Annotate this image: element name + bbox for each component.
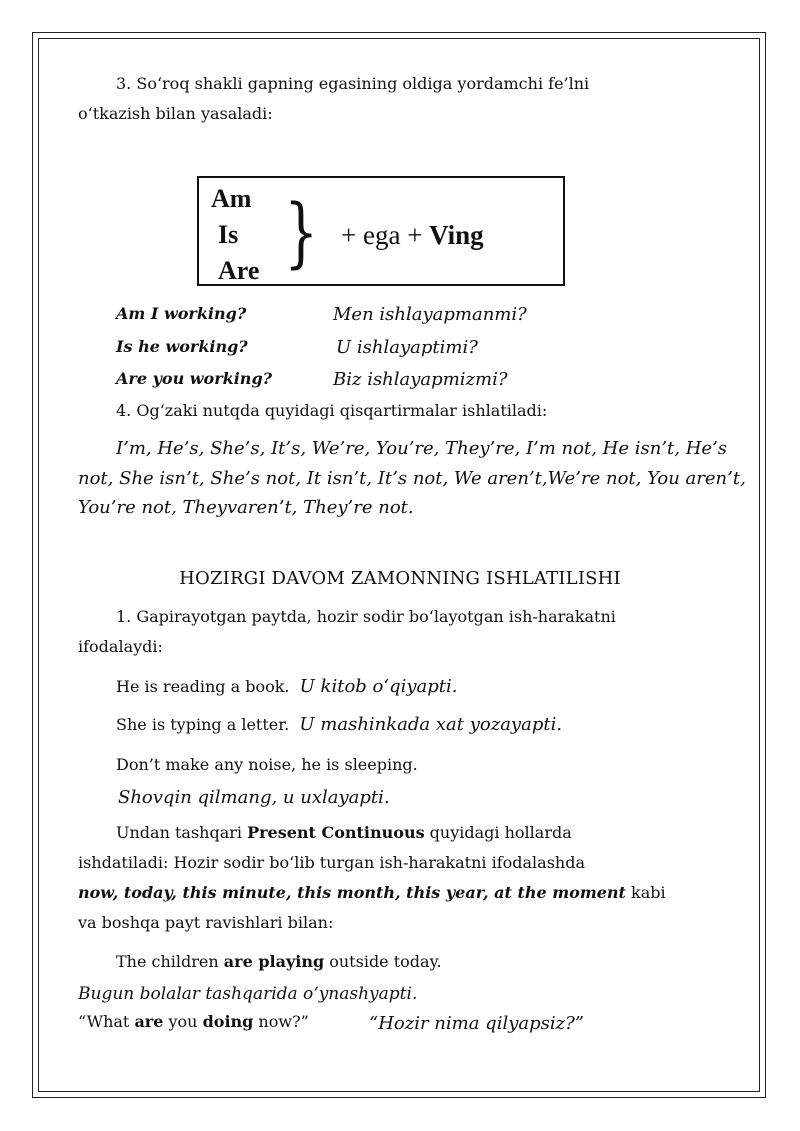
noise-en: Don’t make any noise, he is sleeping.: [116, 755, 418, 774]
what-en: [78, 1012, 309, 1031]
example-1-en: Am I working?: [116, 304, 247, 323]
example-1-uz: Men ishlayapmanmi?: [333, 304, 527, 325]
usage-example-2-en: She is typing a letter.: [116, 715, 290, 734]
formula-plus-ega: + ega +: [341, 220, 430, 250]
extra-line1-a: Undan tashqari: [116, 823, 248, 842]
extra-line1-c: quyidagi hollarda: [424, 823, 572, 842]
example-3-uz: Biz ishlayapmizmi?: [333, 369, 508, 390]
formula-brace: }: [284, 187, 319, 276]
example-3-en: Are you working?: [116, 369, 272, 388]
children-en-c: outside today.: [324, 952, 442, 971]
formula-aux-are: Are: [218, 256, 260, 285]
noise-uz: Shovqin qilmang, u uxlayapti.: [118, 787, 390, 808]
extra-line1-term: Present Continuous: [247, 823, 425, 842]
usage1-line2: ifodalaydi:: [78, 637, 163, 656]
section-heading: HOZIRGI DAVOM ZAMONNING ISHLATILISHI: [179, 568, 621, 589]
what-en-doing: doing: [202, 1012, 254, 1031]
formula-rest: [341, 220, 484, 251]
children-en: [116, 952, 442, 971]
contractions-line3: You’re not, Theyvaren’t, They’re not.: [78, 497, 414, 518]
extra-line1: [116, 823, 572, 842]
extra-line4: va boshqa payt ravishlari bilan:: [78, 913, 334, 932]
extra-line3-adverbs: now, today, this minute, this month, this year, at the moment: [78, 883, 626, 902]
children-en-verb: are playing: [223, 952, 325, 971]
usage-example-2-uz: U mashinkada xat yozayapti.: [299, 714, 563, 735]
contractions-line1: I’m, He’s, She’s, It’s, We’re, You’re, They’re, I’m not, He isn’t, He’s: [116, 438, 728, 459]
formula-aux-is: Is: [218, 220, 239, 249]
rule3-line1: 3. So‘roq shakli gapning egasining oldiga yordamchi fe’lni: [116, 74, 590, 93]
contractions-line2: not, She isn’t, She’s not, It isn’t, It’s not, We aren’t,We’re not, You aren’t,: [78, 468, 746, 489]
usage-example-2: [116, 714, 562, 735]
children-en-a: The children: [116, 952, 224, 971]
example-2-en: Is he working?: [116, 337, 248, 356]
what-en-c: you: [163, 1012, 203, 1031]
extra-line2: ishdatiladi: Hozir sodir bo‘lib turgan ish-harakatni ifodalashda: [78, 853, 585, 872]
usage-example-1-uz: U kitob o‘qiyapti.: [299, 676, 458, 697]
what-en-e: now?”: [253, 1012, 309, 1031]
what-en-are: are: [134, 1012, 164, 1031]
extra-line3-b: kabi: [625, 883, 666, 902]
formula-aux-am: Am: [211, 184, 252, 213]
what-uz: “Hozir nima qilyapsiz?”: [369, 1013, 584, 1034]
usage1-line1: 1. Gapirayotgan paytda, hozir sodir bo‘layotgan ish-harakatni: [116, 607, 616, 626]
formula-box: [197, 176, 565, 286]
children-uz: Bugun bolalar tashqarida o‘ynashyapti.: [78, 984, 418, 1004]
usage-example-1-en: He is reading a book.: [116, 677, 290, 696]
rule4: 4. Og‘zaki nutqda quyidagi qisqartirmalar ishlatiladi:: [116, 401, 548, 420]
usage-example-1: [116, 676, 458, 697]
example-2-uz: U ishlayaptimi?: [336, 337, 478, 358]
rule3-line2: o‘tkazish bilan yasaladi:: [78, 104, 273, 123]
what-en-a: “What: [78, 1012, 135, 1031]
extra-line3: [78, 883, 666, 902]
formula-ving: Ving: [429, 220, 484, 250]
